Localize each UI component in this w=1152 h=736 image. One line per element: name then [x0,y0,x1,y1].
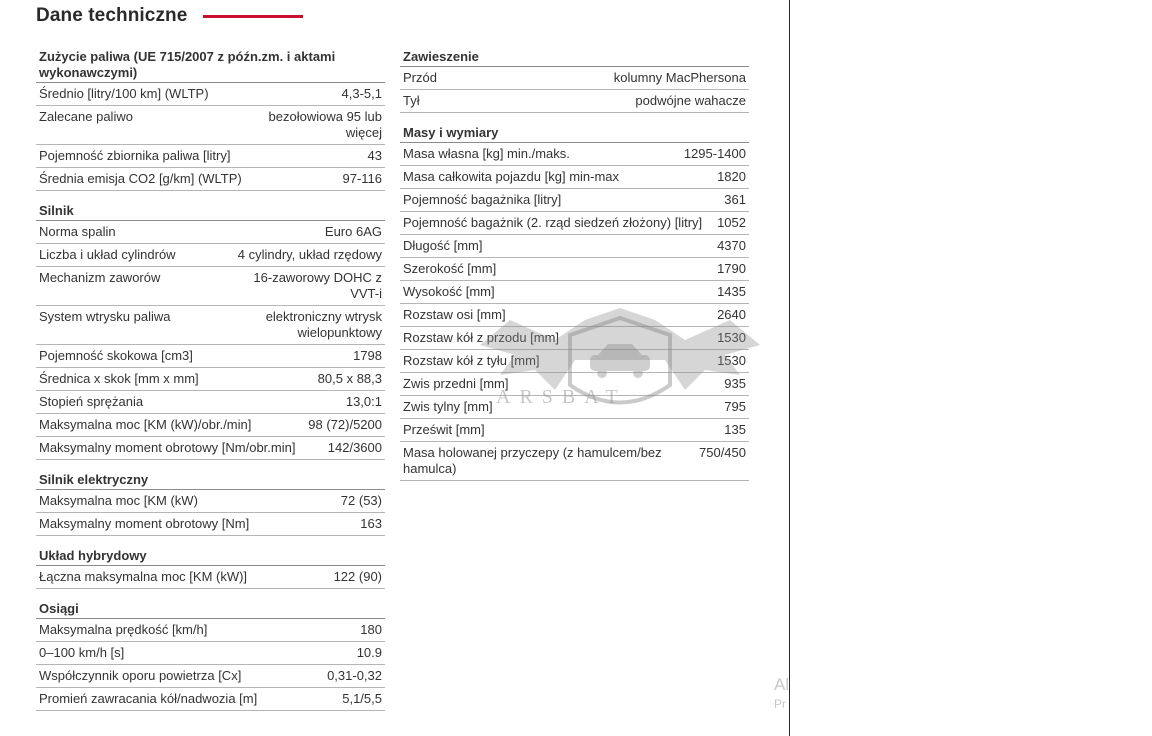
spec-row [36,437,385,460]
section-heading: Zużycie paliwa (UE 715/2007 z późn.zm. i aktami wykonawczymi) [36,48,385,83]
page-header [36,2,303,30]
spec-value: 2640 [717,307,746,322]
spec-label: Zwis przedni [mm] [403,376,509,391]
spec-value: 5,1/5,5 [342,691,382,706]
watermark-text: ARSBAT [496,386,627,408]
spec-row [400,143,749,166]
spec-section [36,600,385,711]
spec-label: Masa holowanej przyczepy (z hamulcem/bez hamulca) [403,445,662,476]
spec-label: Mechanizm zaworów [39,270,161,285]
spec-label: Rozstaw kół z przodu [mm] [403,330,560,345]
spec-label: Maksymalny moment obrotowy [Nm] [39,516,250,531]
spec-label: Współczynnik oporu powietrza [Cx] [39,668,242,683]
spec-row [400,235,749,258]
spec-row [400,281,749,304]
spec-row [36,345,385,368]
left-column [36,48,385,722]
spec-section [400,124,749,481]
spec-value: 1798 [353,348,382,363]
spec-value: Euro 6AG [324,224,382,239]
spec-row [36,267,385,306]
spec-row [36,642,385,665]
spec-value: 1820 [717,169,746,184]
spec-value: 1295-1400 [683,146,746,161]
spec-row [36,490,385,513]
spec-row [400,419,749,442]
spec-row [400,327,749,350]
page-edge-divider [789,0,790,736]
spec-label: Pojemność skokowa [cm3] [39,348,193,363]
spec-value: 1790 [717,261,746,276]
spec-value: 43 [367,148,382,163]
spec-row [400,304,749,327]
spec-label: Promień zawracania kół/nadwozia [m] [39,691,258,706]
spec-label: Zwis tylny [mm] [403,399,493,414]
spec-value: podwójne wahacze [635,93,746,108]
spec-label: Tył [403,93,420,108]
spec-section [36,547,385,589]
spec-row [36,244,385,267]
spec-row [36,665,385,688]
spec-label: Długość [mm] [403,238,483,253]
spec-value: 795 [724,399,746,414]
spec-label: Średnia emisja CO2 [g/km] (WLTP) [39,171,242,186]
spec-value: 1530 [717,353,746,368]
spec-label: Pojemność bagażnika [litry] [403,192,562,207]
section-heading: Masy i wymiary [400,124,749,143]
spec-value: kolumny MacPhersona [613,70,746,85]
spec-label: Masa całkowita pojazdu [kg] min-max [403,169,620,184]
spec-value: bezołowiowa 95 lub więcej [268,109,382,140]
spec-value: 80,5 x 88,3 [317,371,382,386]
spec-row [36,619,385,642]
spec-label: Pojemność bagażnik (2. rząd siedzeń złożony) [litry] [403,215,703,230]
spec-label: Liczba i układ cylindrów [39,247,176,262]
spec-label: Maksymalny moment obrotowy [Nm/obr.min] [39,440,296,455]
spec-value: 1530 [717,330,746,345]
section-heading: Silnik elektryczny [36,471,385,490]
spec-row [400,350,749,373]
spec-row [36,168,385,191]
spec-row [36,513,385,536]
title-accent-bar [203,15,303,18]
spec-label: Maksymalna prędkość [km/h] [39,622,208,637]
spec-label: Łączna maksymalna moc [KM (kW)] [39,569,248,584]
spec-row [400,90,749,113]
spec-row [36,83,385,106]
spec-value: 1435 [717,284,746,299]
spec-value: 13,0:1 [345,394,382,409]
spec-value: 10.9 [356,645,382,660]
spec-row [36,145,385,168]
section-heading: Zawieszenie [400,48,749,67]
spec-label: Maksymalna moc [KM (kW) [39,493,198,508]
spec-section [400,48,749,113]
spec-label: Zalecane paliwo [39,109,133,124]
spec-label: Szerokość [mm] [403,261,497,276]
spec-row [400,189,749,212]
section-heading: Silnik [36,202,385,221]
spec-row [36,221,385,244]
spec-value: 16-zaworowy DOHC z VVT-i [253,270,382,301]
spec-row [36,306,385,345]
spec-row [36,106,385,145]
section-heading: Układ hybrydowy [36,547,385,566]
spec-row [36,688,385,711]
spec-label: System wtrysku paliwa [39,309,171,324]
spec-value: elektroniczny wtrysk wielopunktowy [265,309,382,340]
spec-value: 750/450 [699,445,746,460]
spec-value: 4370 [717,238,746,253]
spec-row [36,391,385,414]
spec-value: 1052 [717,215,746,230]
spec-label: Wysokość [mm] [403,284,495,299]
spec-value: 72 (53) [340,493,382,508]
spec-row [36,368,385,391]
spec-value: 98 (72)/5200 [308,417,382,432]
spec-value: 361 [724,192,746,207]
spec-label: Prześwit [mm] [403,422,485,437]
spec-label: 0–100 km/h [s] [39,645,125,660]
spec-section [36,202,385,460]
spec-row [36,566,385,589]
spec-section [36,471,385,536]
spec-value: 180 [360,622,382,637]
spec-label: Średnio [litry/100 km] (WLTP) [39,86,209,101]
spec-row [400,166,749,189]
spec-row [400,442,749,481]
spec-row [400,212,749,235]
spec-row [400,67,749,90]
spec-label: Maksymalna moc [KM (kW)/obr./min] [39,417,252,432]
cropped-text: Pr [774,697,786,711]
spec-label: Rozstaw kół z tyłu [mm] [403,353,540,368]
spec-value: 142/3600 [327,440,382,455]
spec-label: Norma spalin [39,224,116,239]
spec-value: 163 [360,516,382,531]
cropped-text: Al [774,675,790,694]
spec-label: Przód [403,70,437,85]
section-heading: Osiągi [36,600,385,619]
spec-value: 122 (90) [333,569,382,584]
spec-value: 0,31-0,32 [327,668,382,683]
page-title: Dane techniczne [36,5,188,26]
spec-row [400,258,749,281]
spec-row [36,414,385,437]
spec-label: Stopień sprężania [39,394,144,409]
spec-value: 4,3-5,1 [341,86,382,101]
spec-label: Średnica x skok [mm x mm] [39,371,199,386]
spec-label: Pojemność zbiornika paliwa [litry] [39,148,231,163]
spec-label: Rozstaw osi [mm] [403,307,506,322]
right-column [400,48,749,492]
spec-value: 4 cylindry, układ rzędowy [237,247,382,262]
spec-section [36,48,385,191]
spec-label: Masa własna [kg] min./maks. [403,146,570,161]
spec-value: 135 [724,422,746,437]
spec-value: 935 [724,376,746,391]
spec-value: 97-116 [342,171,382,186]
